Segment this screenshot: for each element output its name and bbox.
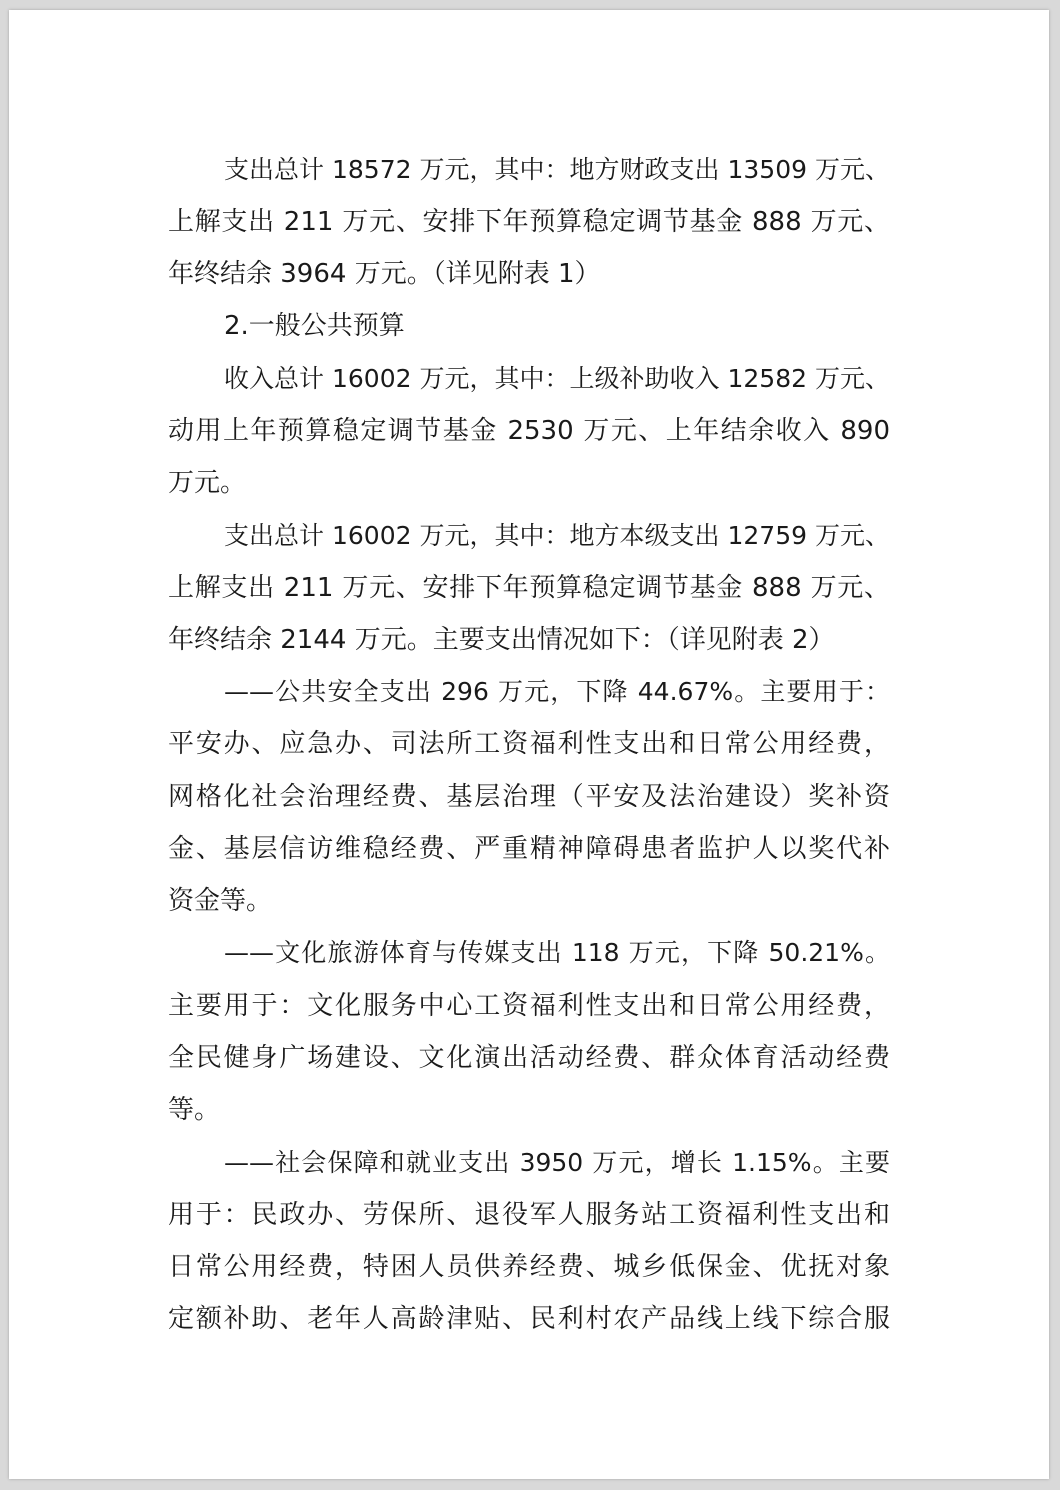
paragraph-line: 支出总计 18572 万元，其中：地方财政支出 13509 万元、 [224, 155, 890, 184]
paragraph-line: 动用上年预算稳定调节基金 2530 万元、上年结余收入 890 [168, 416, 890, 446]
paragraph-line: 资金等。 [168, 886, 273, 916]
paragraph-line: 万元。 [168, 468, 247, 498]
paragraph-line: 网格化社会治理经费、基层治理（平安及法治建设）奖补资 [168, 782, 890, 812]
paragraph-line: 等。 [168, 1095, 221, 1125]
paragraph-line: 主要用于：文化服务中心工资福利性支出和日常公用经费， [168, 991, 890, 1021]
paragraph-line: 金、基层信访维稳经费、严重精神障碍患者监护人以奖代补 [168, 834, 890, 864]
paragraph-line: 日常公用经费，特困人员供养经费、城乡低保金、优抚对象 [168, 1252, 890, 1282]
paragraph-line: 收入总计 16002 万元，其中：上级补助收入 12582 万元、 [224, 364, 890, 393]
paragraph-line: 年终结余 3964 万元。（详见附表 1） [168, 259, 601, 289]
paragraph-line: ——社会保障和就业支出 3950 万元，增长 1.15%。主要 [224, 1148, 890, 1177]
paragraph-line: 上解支出 211 万元、安排下年预算稳定调节基金 888 万元、 [168, 573, 890, 603]
paragraph-line: 定额补助、老年人高龄津贴、民利村农产品线上线下综合服 [168, 1304, 890, 1334]
paragraph-line: 全民健身广场建设、文化演出活动经费、群众体育活动经费 [168, 1043, 890, 1073]
paragraph-line: 支出总计 16002 万元，其中：地方本级支出 12759 万元、 [224, 521, 890, 550]
paragraph-line: 平安办、应急办、司法所工资福利性支出和日常公用经费， [168, 729, 890, 759]
paragraph-line: 用于：民政办、劳保所、退役军人服务站工资福利性支出和 [168, 1200, 890, 1230]
section-heading: 2.一般公共预算 [224, 311, 405, 341]
paragraph-line: ——公共安全支出 296 万元，下降 44.67%。主要用于： [224, 677, 890, 706]
paragraph-line: 上解支出 211 万元、安排下年预算稳定调节基金 888 万元、 [168, 207, 890, 237]
paragraph-line: ——文化旅游体育与传媒支出 118 万元，下降 50.21%。 [224, 938, 890, 967]
paragraph-line: 年终结余 2144 万元。主要支出情况如下：（详见附表 2） [168, 625, 835, 655]
